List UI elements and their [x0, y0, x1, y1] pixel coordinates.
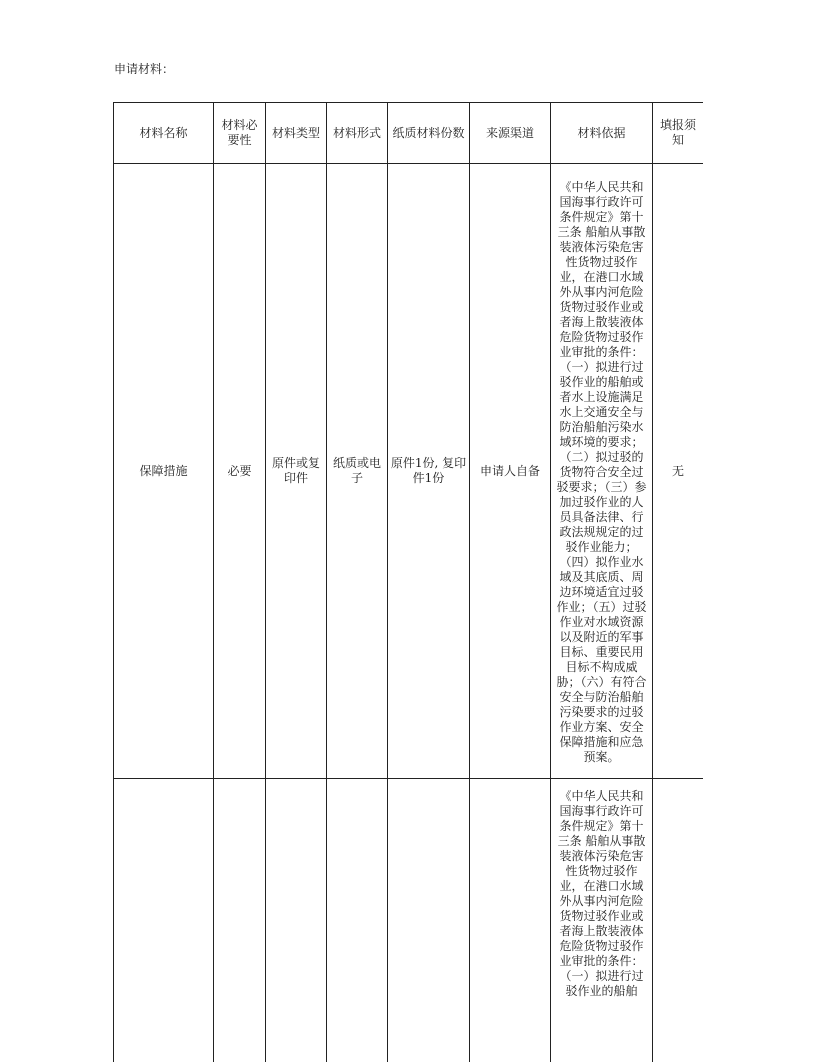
cell-basis: 《中华人民共和国海事行政许可条件规定》第十三条 船舶从事散装液体污染危害性货物过驳作业，在港口水域外从事内河危险货物过驳作业或者海上散装液体危险货物过驳作业审批的条件：（一）拟进行过驳作业的船舶或者水上设施满足水上交通安全与防治船舶污染水域环境的要求；（二）拟过驳的货物符合安全过驳要求；（三）参加过驳作业的人员具备法律、行政法规规定的过驳作业能力；（四）拟作业水域及其底质、周边环境适宜过驳作业；（五）过驳作业对水域资源以及附近的军事目标、重要民用目标不构成威胁；（六）有符合安全与防治船舶污染要求的过驳作业方案、安全保障措施和应急预案。: [551, 164, 653, 779]
table-row: [114, 779, 704, 1062]
header-necessity: 材料必要性: [214, 103, 266, 164]
materials-table: [113, 102, 703, 1062]
cell-source: 申请人自备: [470, 164, 551, 779]
materials-table-frame: [113, 102, 703, 1062]
header-source: 来源渠道: [470, 103, 551, 164]
cell-source: [470, 779, 551, 1062]
header-material-form: 材料形式: [327, 103, 388, 164]
cell-paper-copies: 原件1份, 复印件1份: [388, 164, 470, 779]
cell-material-name: [114, 779, 214, 1062]
header-paper-copies: 纸质材料份数: [388, 103, 470, 164]
cell-material-name: 保障措施: [114, 164, 214, 779]
cell-necessity: 必要: [214, 164, 266, 779]
cell-material-type: [266, 779, 327, 1062]
cell-material-form: [327, 779, 388, 1062]
table-row: [114, 164, 704, 779]
header-material-name: 材料名称: [114, 103, 214, 164]
cell-necessity: [214, 779, 266, 1062]
section-title: 申请材料：: [114, 60, 174, 78]
cell-basis: 《中华人民共和国海事行政许可条件规定》第十三条 船舶从事散装液体污染危害性货物过驳作业，在港口水域外从事内河危险货物过驳作业或者海上散装液体危险货物过驳作业审批的条件：（一）拟进行过驳作业的船舶: [551, 779, 653, 1062]
table-header-row: [114, 103, 704, 164]
cell-notes: [653, 779, 704, 1062]
cell-material-form: 纸质或电子: [327, 164, 388, 779]
header-notes: 填报须知: [653, 103, 704, 164]
cell-material-type: 原件或复印件: [266, 164, 327, 779]
cell-notes: 无: [653, 164, 704, 779]
header-basis: 材料依据: [551, 103, 653, 164]
header-material-type: 材料类型: [266, 103, 327, 164]
cell-paper-copies: [388, 779, 470, 1062]
